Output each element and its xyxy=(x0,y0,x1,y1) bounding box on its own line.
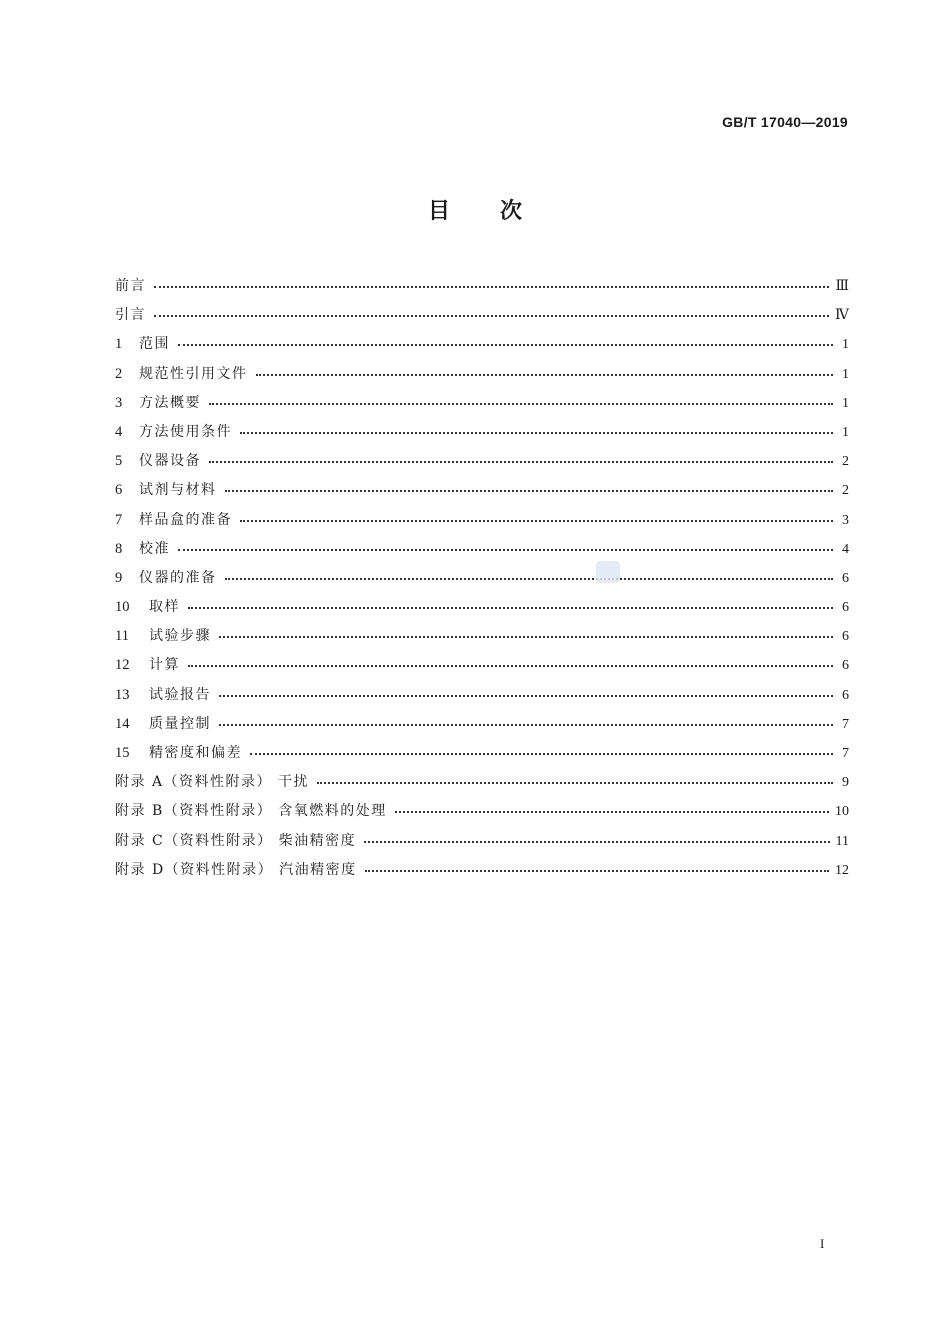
toc-entry[interactable] xyxy=(115,564,849,593)
standard-code: GB/T 17040—2019 xyxy=(722,114,848,130)
page-number: I xyxy=(820,1236,825,1251)
toc-entry-number: 12 xyxy=(115,657,130,674)
toc-entry-label: 计算 xyxy=(149,657,180,674)
toc-entry-page: 10 xyxy=(835,804,849,820)
toc-entry-number: 13 xyxy=(115,686,130,703)
toc-entry-label: 试验报告 xyxy=(149,686,211,703)
toc-entry[interactable] xyxy=(115,418,849,447)
toc-entry-label: 仪器的准备 xyxy=(139,569,217,586)
toc-dot-leader xyxy=(364,831,829,845)
toc-entry-label: 试验步骤 xyxy=(149,628,211,645)
toc-dot-leader xyxy=(225,480,834,494)
toc-entry-label: 试剂与材料 xyxy=(139,482,217,499)
toc-entry-page: 11 xyxy=(835,833,849,849)
toc-dot-leader xyxy=(178,539,833,553)
toc-entry[interactable] xyxy=(115,535,849,564)
toc-entry-label: 范围 xyxy=(139,336,170,353)
toc-entry-page: 2 xyxy=(842,483,849,499)
toc-entry-page: 6 xyxy=(842,600,849,616)
toc-entry-number: 3 xyxy=(115,394,123,411)
toc-entry-page: 7 xyxy=(842,746,849,761)
toc-entry-number: 1 xyxy=(115,336,123,353)
toc-entry-page: Ⅲ xyxy=(835,279,849,294)
toc-entry-page: Ⅳ xyxy=(835,308,849,324)
toc-dot-leader xyxy=(365,860,829,874)
page-title: 目次 xyxy=(427,199,572,224)
toc-entry[interactable] xyxy=(115,476,849,505)
toc-dot-leader xyxy=(209,393,833,407)
toc-entry[interactable] xyxy=(115,710,849,739)
toc-dot-leader xyxy=(178,334,833,348)
toc-entry-label: 校准 xyxy=(139,540,170,557)
toc-dot-leader xyxy=(240,422,833,436)
toc-entry-number: 15 xyxy=(115,745,130,761)
toc-entry-number: 4 xyxy=(115,423,123,440)
toc-entry[interactable] xyxy=(115,856,849,885)
toc-entry-label: 质量控制 xyxy=(149,715,211,732)
toc-entry[interactable] xyxy=(115,301,849,330)
toc-entry-page: 1 xyxy=(842,337,849,353)
toc-entry[interactable] xyxy=(115,447,849,476)
toc-entry-number: 9 xyxy=(115,569,123,586)
toc-entry[interactable] xyxy=(115,506,849,535)
toc-entry-page: 12 xyxy=(835,862,849,878)
toc-dot-leader xyxy=(219,685,833,699)
toc-dot-leader xyxy=(225,568,834,582)
toc-dot-leader xyxy=(219,626,833,640)
watermark-logo xyxy=(596,561,620,583)
toc-entry[interactable] xyxy=(115,651,849,680)
toc-entry-label: 精密度和偏差 xyxy=(149,745,242,761)
toc-dot-leader xyxy=(154,305,829,319)
toc-entry[interactable] xyxy=(115,622,849,651)
toc-dot-leader xyxy=(219,714,833,728)
toc-entry[interactable] xyxy=(115,768,849,797)
toc-entry-page: 6 xyxy=(842,570,849,586)
toc-entry-label: 附录 C（资料性附录） 柴油精密度 xyxy=(115,832,357,849)
toc-dot-leader xyxy=(256,364,834,378)
toc-dot-leader xyxy=(395,801,829,815)
toc-entry-page: 2 xyxy=(842,454,849,470)
toc-entry-label: 方法概要 xyxy=(139,394,201,411)
toc-dot-leader xyxy=(317,772,833,786)
toc-entry-page: 1 xyxy=(842,366,849,382)
toc-entry-page: 3 xyxy=(842,512,849,528)
toc-entry-label: 前言 xyxy=(115,278,146,294)
toc-entry-label: 附录 D（资料性附录） 汽油精密度 xyxy=(115,861,357,878)
toc-entry-page: 6 xyxy=(842,687,849,703)
toc-entry-number: 11 xyxy=(115,628,129,645)
toc-entry-number: 7 xyxy=(115,511,123,528)
toc-entry[interactable] xyxy=(115,739,849,768)
toc-entry-page: 1 xyxy=(842,395,849,411)
table-of-contents xyxy=(115,272,849,885)
toc-entry[interactable] xyxy=(115,593,849,622)
toc-entry-number: 2 xyxy=(115,365,123,382)
toc-dot-leader xyxy=(188,597,833,611)
toc-entry-label: 方法使用条件 xyxy=(139,423,232,440)
toc-entry-page: 4 xyxy=(842,541,849,557)
toc-entry-page: 7 xyxy=(842,716,849,732)
toc-dot-leader xyxy=(250,743,833,757)
toc-entry-label: 附录 B（资料性附录） 含氧燃料的处理 xyxy=(115,803,387,820)
toc-entry-label: 取样 xyxy=(149,599,180,616)
toc-entry-page: 1 xyxy=(842,424,849,440)
toc-entry[interactable] xyxy=(115,330,849,359)
toc-entry[interactable] xyxy=(115,389,849,418)
toc-entry-label: 仪器设备 xyxy=(139,453,201,470)
toc-entry-page: 6 xyxy=(842,629,849,645)
toc-entry[interactable] xyxy=(115,797,849,826)
toc-dot-leader xyxy=(240,510,833,524)
toc-entry-number: 5 xyxy=(115,453,123,470)
toc-entry-page: 6 xyxy=(842,658,849,674)
toc-entry-number: 14 xyxy=(115,715,130,732)
toc-entry[interactable] xyxy=(115,272,849,301)
toc-entry-label: 规范性引用文件 xyxy=(139,365,248,382)
toc-entry[interactable] xyxy=(115,827,849,856)
toc-entry-number: 8 xyxy=(115,540,123,557)
toc-entry-number: 6 xyxy=(115,482,123,499)
toc-entry-label: 附录 A（资料性附录） 干扰 xyxy=(115,774,310,791)
toc-entry-page: 9 xyxy=(842,775,849,791)
toc-dot-leader xyxy=(154,276,829,290)
toc-entry-number: 10 xyxy=(115,599,130,616)
toc-entry-label: 样品盒的准备 xyxy=(139,511,232,528)
toc-entry-label: 引言 xyxy=(115,307,146,324)
toc-dot-leader xyxy=(188,655,833,669)
toc-dot-leader xyxy=(209,451,833,465)
toc-entry[interactable] xyxy=(115,360,849,389)
toc-entry[interactable] xyxy=(115,681,849,710)
